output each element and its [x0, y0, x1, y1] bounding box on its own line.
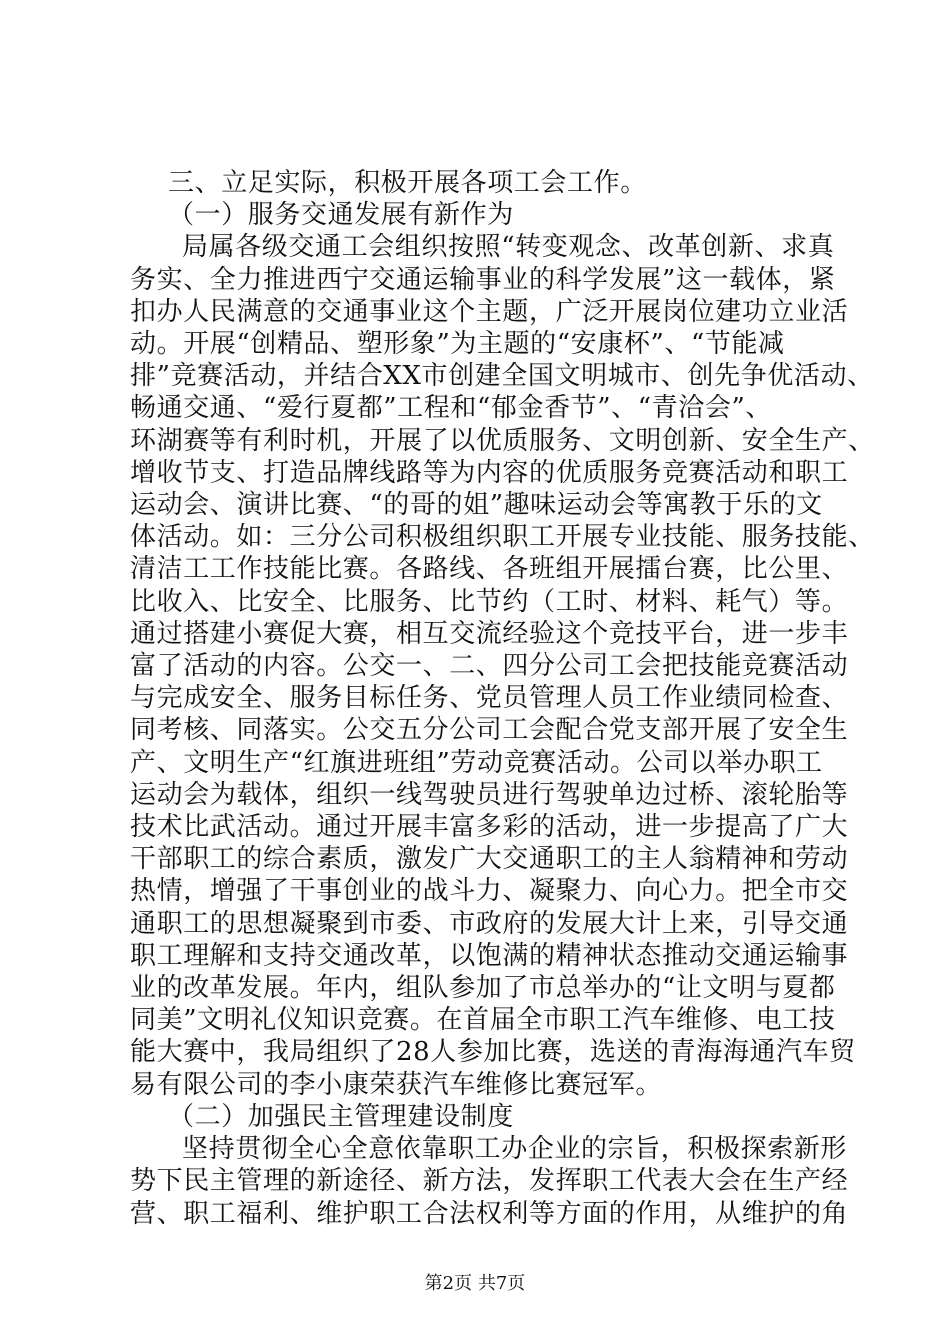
subsection_1-line: 运动会为载体，组织一线驾驶员进行驾驶单边过桥、滚轮胎等 [130, 779, 849, 810]
subsection_1-line: 业的改革发展。年内，组队参加了市总举办的“让文明与夏都 [130, 973, 836, 1004]
subsection_1-line: 体活动。如：三分公司积极组织职工开展专业技能、服务技能、 [130, 522, 875, 553]
subsection_1-line: 排”竞赛活动，并结合XX市创建全国文明城市、创先争优活动、 [130, 361, 874, 392]
subsection_1-line: 干部职工的综合素质，激发广大交通职工的主人翁精神和劳动 [130, 844, 849, 875]
page-footer: 第2页 共7页 [424, 1273, 526, 1294]
subsection_1-line: 增收节支、打造品牌线路等为内容的优质服务竞赛活动和职工 [130, 457, 849, 488]
subsection_1-line: 务实、全力推进西宁交通运输事业的科学发展”这一载体，紧 [130, 264, 836, 295]
subsection_2-line: 势下民主管理的新途径、新方法，发挥职工代表大会在生产经 [130, 1166, 849, 1197]
subsection_1-line: 易有限公司的李小康荣获汽车维修比赛冠军。 [130, 1069, 663, 1100]
subsection_1-line: 富了活动的内容。公交一、二、四分公司工会把技能竞赛活动 [130, 651, 849, 682]
subsection_1-line: 清洁工工作技能比赛。各路线、各班组开展擂台赛，比公里、 [130, 554, 849, 585]
subsection_1-line: 局属各级交通工会组织按照“转变观念、改革创新、求真 [182, 232, 835, 263]
subsection_1-line: 热情，增强了干事创业的战斗力、凝聚力、向心力。把全市交 [130, 876, 849, 907]
subsection_1-line: 同考核、同落实。公交五分公司工会配合党支部开展了安全生 [130, 715, 849, 746]
subsection_1-line: 职工理解和支持交通改革，以饱满的精神状态推动交通运输事 [130, 940, 849, 971]
section-heading: 三、立足实际，积极开展各项工会工作。 [168, 168, 647, 198]
subsection_1-line: 通过搭建小赛促大赛，相互交流经验这个竞技平台，进一步丰 [130, 618, 849, 649]
document-body [130, 167, 875, 1230]
subsection-2-title: （二）加强民主管理建设制度 [168, 1101, 514, 1132]
subsection_1-line: 比收入、比安全、比服务、比节约（工时、材料、耗气）等。 [130, 586, 849, 617]
subsection_1-line: 运动会、演讲比赛、“的哥的姐”趣味运动会等寓教于乐的文 [130, 490, 823, 521]
subsection_2-line: 坚持贯彻全心全意依靠职工办企业的宗旨，积极探索新形 [182, 1134, 848, 1165]
subsection_1-line: 通职工的思想凝聚到市委、市政府的发展大计上来，引导交通 [130, 908, 849, 939]
subsection_1-line: 与完成安全、服务目标任务、党员管理人员工作业绩同检查、 [130, 683, 849, 714]
subsection_1-line: 环湖赛等有利时机，开展了以优质服务、文明创新、安全生产、 [130, 425, 875, 456]
subsection_1-line: 产、文明生产“红旗进班组”劳动竞赛活动。公司以举办职工 [130, 747, 823, 778]
subsection-1-title: （一）服务交通发展有新作为 [168, 200, 514, 231]
subsection_1-line: 技术比武活动。通过开展丰富多彩的活动，进一步提高了广大 [130, 812, 849, 843]
subsection_1-line: 动。开展“创精品、塑形象”为主题的“安康杯”、“节能减 [130, 329, 785, 360]
subsection_2-line: 营、职工福利、维护职工合法权利等方面的作用，从维护的角 [130, 1198, 849, 1229]
subsection_1-line: 能大赛中，我局组织了28人参加比赛，选送的青海海通汽车贸 [130, 1037, 856, 1068]
subsection_1-line: 畅通交通、“爱行夏都”工程和“郁金香节”、“青洽会”、 [130, 393, 772, 424]
subsection-2-paragraph [130, 1133, 849, 1230]
subsection_1-line: 扣办人民满意的交通事业这个主题，广泛开展岗位建功立业活 [130, 296, 849, 327]
subsection-1-paragraph [130, 231, 875, 1100]
subsection_1-line: 同美”文明礼仪知识竞赛。在首届全市职工汽车维修、电工技 [130, 1005, 836, 1036]
